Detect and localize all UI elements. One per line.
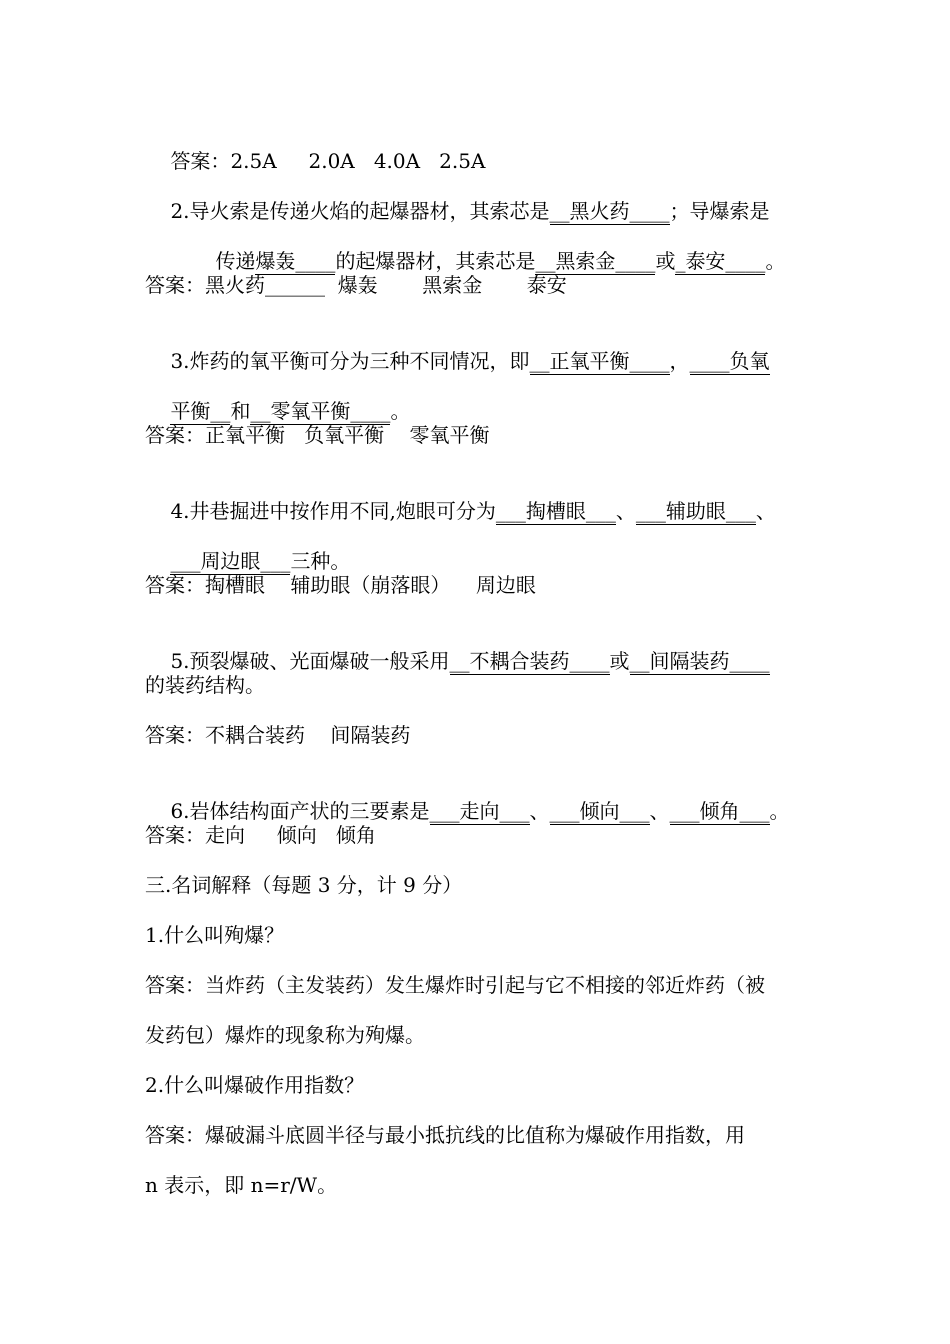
term-1-answer-line-1: 答案：当炸药（主发装药）发生爆炸时引起与它不相接的邻近炸药（被 xyxy=(145,973,765,997)
q3-mid-2: 和 xyxy=(230,399,251,423)
q5-prefix: 5.预裂爆破、光面爆破一般采用 xyxy=(170,649,450,673)
answer-value-3: 4.0A xyxy=(373,149,421,173)
term-1-answer-line-2: 发药包）爆炸的现象称为殉爆。 xyxy=(145,1023,425,1047)
q5-blank-1: __不耦合装药____ xyxy=(449,649,610,673)
q6-end: 。 xyxy=(769,799,790,823)
q6-prefix: 6.岩体结构面产状的三要素是 xyxy=(170,799,430,823)
q6-blank-3: ___倾角___ xyxy=(669,799,770,823)
answer-value-4: 2.5A xyxy=(439,149,486,173)
q3-mid-1: ， xyxy=(669,349,690,373)
term-2-answer-line-1: 答案：爆破漏斗底圆半径与最小抵抗线的比值称为爆破作用指数，用 xyxy=(145,1123,745,1147)
q5-mid-1: 或 xyxy=(609,649,630,673)
q4-prefix: 4.井巷掘进中按作用不同,炮眼可分为 xyxy=(170,499,496,523)
term-1-question: 1.什么叫殉爆？ xyxy=(145,923,285,947)
q3-end: 。 xyxy=(390,399,411,423)
q3-blank-1: __正氧平衡____ xyxy=(529,349,670,373)
term-2-question: 2.什么叫爆破作用指数？ xyxy=(145,1073,365,1097)
q3-blank-2a: ____负氧 xyxy=(689,349,770,373)
q2-end: 。 xyxy=(765,249,786,273)
q2-mid-1: ；导爆索是 xyxy=(669,199,770,223)
q4-blank-3: ___周边眼___ xyxy=(170,549,291,573)
q2-mid-3: 或 xyxy=(655,249,676,273)
answer-value-1: 2.5A xyxy=(230,149,277,173)
q2-prefix: 2.导火索是传递火焰的起爆器材，其索芯是 xyxy=(170,199,550,223)
q2-mid-2: 的起爆器材，其索芯是 xyxy=(335,249,536,273)
q4-sep-1: 、 xyxy=(615,499,636,523)
q3-answer: 答案：正氧平衡 负氧平衡 零氧平衡 xyxy=(145,423,490,447)
q6-answer: 答案：走向 倾向 倾角 xyxy=(145,823,376,847)
q3-prefix: 3.炸药的氧平衡可分为三种不同情况，即 xyxy=(170,349,530,373)
q5-blank-2: __间隔装药____ xyxy=(629,649,770,673)
q3-blank-3: __零氧平衡____ xyxy=(250,399,391,423)
q5-answer: 答案：不耦合装药 间隔装药 xyxy=(145,723,411,747)
q6-blank-1: ___走向___ xyxy=(429,799,530,823)
q4-answer: 答案：掏槽眼 辅助眼（崩落眼） 周边眼 xyxy=(145,573,536,597)
q2-answer: 答案：黑火药______ 爆轰 黑索金 泰安 xyxy=(145,273,567,297)
q3-blank-2b: 平衡__ xyxy=(170,399,231,423)
q6-blank-2: ___倾向___ xyxy=(549,799,650,823)
answer-value-2: 2.0A xyxy=(308,149,355,173)
answer-label: 答案： xyxy=(170,149,231,173)
q4-end: 三种。 xyxy=(290,549,351,573)
q6-sep-1: 、 xyxy=(529,799,550,823)
q4-blank-2: ___辅助眼___ xyxy=(635,499,756,523)
q2-blank-4: _泰安____ xyxy=(675,249,766,273)
q2-blank-1: __黑火药____ xyxy=(549,199,670,223)
q2-line2-start: 传递 xyxy=(215,249,256,273)
q2-blank-3: __黑索金____ xyxy=(535,249,656,273)
term-2-answer-line-2: n 表示，即 n=r/W。 xyxy=(145,1173,338,1197)
section-3-title: 三.名词解释（每题 3 分，计 9 分） xyxy=(145,873,463,897)
q6-sep-2: 、 xyxy=(649,799,670,823)
q4-blank-1: ___掏槽眼___ xyxy=(495,499,616,523)
q4-sep-2: 、 xyxy=(755,499,776,523)
q5-line-2: 的装药结构。 xyxy=(145,673,265,697)
q2-blank-2: 爆轰____ xyxy=(255,249,336,273)
